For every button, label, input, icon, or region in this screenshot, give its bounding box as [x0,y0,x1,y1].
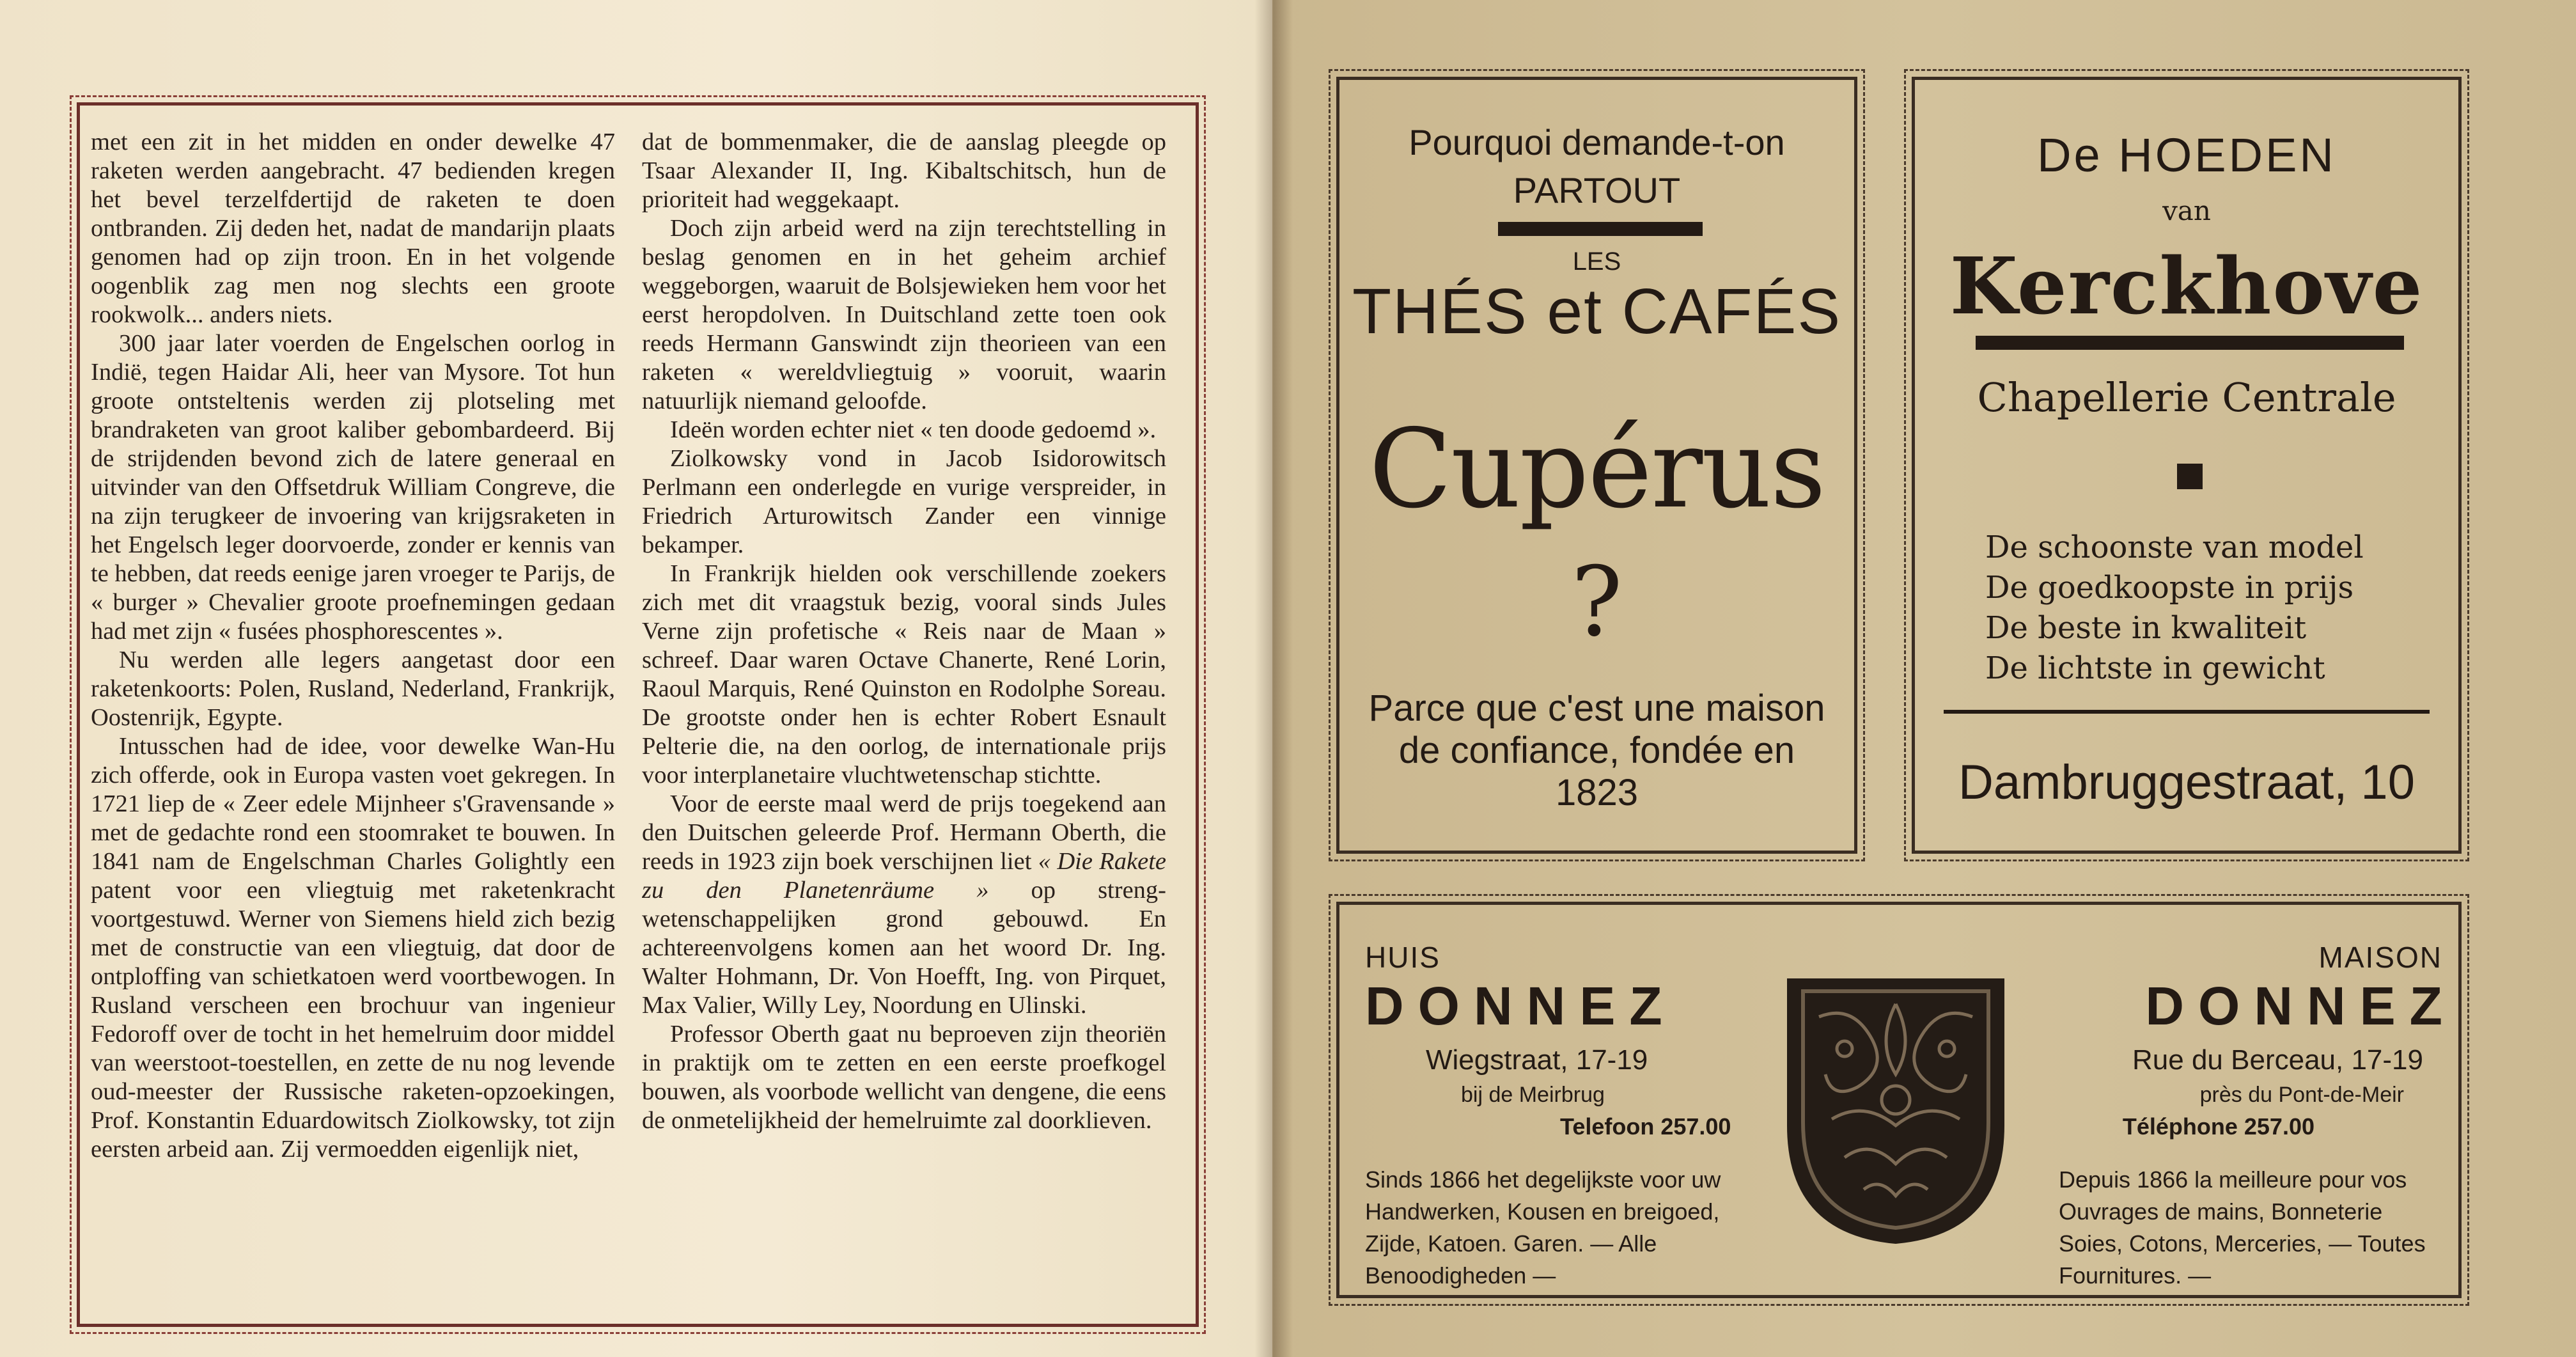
ad-rule [1976,336,2404,350]
paragraph: Intusschen had de idee, voor dewelke Wan-Hu zich offerde, ook in Europa vasten voet gekregen. In 1721 liep de « Zeer edele Mijnheer s'Gravensande » met de gedachte rond een stoomraket te bouwen. In 1841 nam de Engelschman Charles Golightly een patent voor een vliegtuig met raketenkracht voortgestuwd. Werner von Siemens hield zich bezig met de constructie van een vliegtuig, dat door de ontploffing van schietkatoen werd voortbewogen. In Rusland verscheen een brochuur van ingenieur Fedoroff over de tocht in het hemelruim door middel van weerstoot-toestellen, en zette de nu nog levende oud-meester der Russische raketen-opzoekingen, Prof. Konstantin Eduardowitsch Ziolkowsky, tot zijn eersten arbeid aan. Zij vermoedden eigenlijk niet, [91,733,615,1163]
paragraph: Ziolkowsky vond in Jacob Isidorowitsch Perlmann een onderlegde en vurige verspreider, in Friedrich Arturowitsch Zander een vinnige bekamper. [642,445,1166,558]
ad-product: THÉS et CAFÉS [1352,276,1842,347]
book-gutter [1254,0,1293,1357]
brand-name: Cupérus [1369,406,1825,533]
ad-kerckhove [1912,77,2462,854]
ad-donnez [1336,902,2462,1298]
ad-small-text: van [2162,195,2211,226]
list-item: De schoonste van model [1985,529,2364,565]
ad-cuperus [1336,77,1857,854]
paragraph: Professor Oberth gaat nu beproeven zijn theoriën in praktijk om te zetten en een eerste proefkogel bouwen, als voorbode wellicht van dengene, die eens de onmetelijkheid der hemelruimte zal doorklieven. [642,1021,1166,1134]
paragraph-text: Voor de eerste maal werd de prijs toegekend aan den Duitschen geleerde Prof. Hermann Oberth, die reeds in 1923 zijn boek verschijnen liet [642,790,1166,875]
donnez-dutch-column [1365,905,1749,1295]
square-bullet-icon [2177,464,2203,489]
ad-address: Rue du Berceau, 17-19 [2132,1044,2423,1076]
paragraph [642,790,1166,1020]
basket-emblem-icon [1774,966,2017,1247]
left-page [0,0,1272,1357]
ad-headline: Pourquoi demande-t-on [1409,122,1785,162]
ad-divider [1944,710,2430,714]
donnez-french-column [2046,905,2456,1295]
text-column-1 [91,128,615,1317]
list-item: De beste in kwaliteit [1985,610,2307,646]
paragraph: 300 jaar later voerden de Engelschen oorlog in Indië, tegen Haidar Ali, heer van Mysore. Tot hun groote ontsteltenis werden zij plotseling met brandraketen van groot kaliber gebombardeerd. Bij de strijdenden bevond zich de latere generaal en uitvinder van den Offsetdruk William Congreve, die na zijn terugkeer de invoering van krijgsraketen in het Engelsch leger doorvoerde, zonder er kennis van te hebben, dat reeds eenige jaren vroeger te Parijs, de « burger » Chevalier groote proefnemingen gedaan had met zijn « fusées phosphorescentes ». [91,330,615,645]
brand-name: DONNEZ [2145,976,2456,1036]
ad-address: Dambruggestraat, 10 [1958,755,2415,810]
paragraph: In Frankrijk hielden ook verschillende zoekers zich met dit vraagstuk bezig, vooral sinds Jules Verne zijn profetische « Reis naar de Maan » schreef. Daar waren Octave Chanerte, René Lorin, Raoul Marquis, René Quinston en Rodolphe Soreau. De grootste onder hen is echter Robert Esnault Pelterie die, na den oorlog, de internationale prijs voor interplanetaire vluchtwetenschap stichtte. [642,560,1166,788]
ad-small-text: près du Pont-de-Meir [2199,1083,2404,1107]
ad-description: Sinds 1866 het degelijkste voor uw Handwerken, Kousen en breigoed, Zijde, Katoen. Garen. — Alle Benoodigheden — [1365,1166,1721,1289]
paragraph: Doch zijn arbeid werd na zijn terechtstelling in beslag genomen en in het geheim archief weggeborgen, waaruit de Bolsjewieken hem voor het eerst heropdolven. In Duitschland zette toen ook reeds Hermann Ganswindt zijn theorieen van een raketen « wereldvliegtuig » vooruit, waarin natuurlijk niemand geloofde. [642,215,1166,414]
ad-phone: Telefoon 257.00 [1560,1113,1731,1140]
text-column-2 [642,128,1166,1317]
paragraph-text: op streng-wetenschappelijken grond gebouwd. En achtereenvolgens komen aan het woord Dr. Ing. Walter Hohmann, Dr. Von Hoefft, Ing. von Pirquet, Max Valier, Willy Ley, Noordung en Ulinski. [642,877,1166,1019]
question-mark: ? [1571,547,1623,658]
ad-phone: Téléphone 257.00 [2122,1113,2314,1140]
paragraph: dat de bommenmaker, die de aanslag pleegde op Tsaar Alexander II, Ing. Kibaltschitsch, hun de prioriteit had weggekaapt. [642,129,1166,213]
brand-name: Kerckhove [1949,240,2424,332]
list-item: De lichtste in gewicht [1985,650,2325,686]
ad-headline-partout: PARTOUT [1513,170,1681,210]
ad-subtitle: Chapellerie Centrale [1977,374,2396,421]
ad-rule [1498,222,1703,236]
ad-small-text: bij de Meirbrug [1461,1083,1605,1107]
ad-small-text: MAISON [2318,941,2442,974]
book-title: « Die Rakete zu den Planetenräume » [642,848,1166,904]
ad-description: Depuis 1866 la meilleure pour vos Ouvrages de mains, Bonneterie Soies, Cotons, Merceries, — Toutes Fournitures. — [2059,1166,2426,1289]
ad-tagline: Parce que c'est une maison de confiance, fondée en 1823 [1368,687,1825,813]
brand-name: DONNEZ [1365,976,1676,1036]
ad-address: Wiegstraat, 17-19 [1426,1044,1648,1076]
paragraph: Nu werden alle legers aangetast door een raketenkoorts: Polen, Rusland, Nederland, Frankrijk, Oostenrijk, Egypte. [91,647,615,731]
claims-list [1985,528,2364,689]
list-item: De goedkoopste in prijs [1985,570,2354,606]
ad-small-text: LES [1572,247,1621,276]
ad-headline: De HOEDEN [2037,129,2336,182]
paragraph: met een zit in het midden en onder dewelke 47 raketen werden aangebracht. 47 bedienden kregen het bevel terzelfdertijd de raketen te doen ontbranden. Zij deden het, nadat de mandarijn plaats genomen had op zijn troon. En in het volgende oogenblik zag men nog slechts een groote rookwolk... anders niets. [91,129,615,328]
paragraph: Ideën worden echter niet « ten doode gedoemd ». [670,416,1157,443]
ad-small-text: HUIS [1365,941,1440,974]
